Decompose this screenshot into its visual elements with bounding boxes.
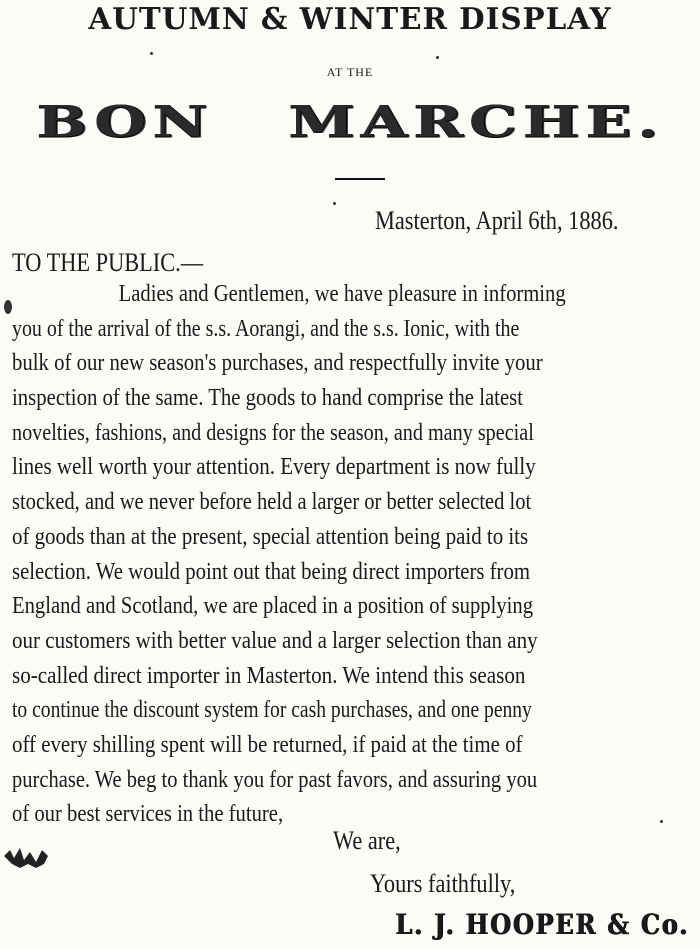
- ink-speck-icon: [333, 202, 336, 205]
- closing-yours-faithfully: Yours faithfully,: [370, 869, 516, 898]
- body-line: novelties, fashions, and designs for the season, and many special: [12, 419, 534, 446]
- letter-body: [12, 277, 698, 832]
- body-line: our customers with better value and a larger selection than any: [12, 627, 538, 654]
- body-line: of our best services in the future,: [12, 801, 284, 828]
- body-line: Ladies and Gentlemen, we have pleasure in informing: [118, 281, 566, 307]
- body-line: England and Scotland, we are placed in a position of supplying: [12, 593, 534, 620]
- ink-speck-icon: [150, 52, 153, 55]
- body-line: inspection of the same. The goods to hand comprise the latest: [12, 385, 524, 412]
- at-the-connector: AT THE: [326, 65, 374, 79]
- body-line: bulk of our new season's purchases, and respectfully invite your: [12, 350, 543, 377]
- signature: L. J. HOOPER & Co.: [395, 908, 689, 941]
- body-line: off every shilling spent will be returned, if paid at the time of: [12, 731, 523, 758]
- body-line: stocked, and we never before held a larger or better selected lot: [12, 489, 532, 516]
- body-line: to continue the discount system for cash purchases, and one penny: [12, 697, 532, 724]
- body-line: purchase. We beg to thank you for past favors, and assuring you: [12, 766, 538, 793]
- ink-speck-icon: [4, 300, 12, 314]
- display-title: AUTUMN & WINTER DISPLAY: [88, 2, 612, 37]
- ink-speck-icon: [436, 56, 439, 59]
- body-line: you of the arrival of the s.s. Aorangi, and the s.s. Ionic, with the: [12, 315, 520, 342]
- dateline: Masterton, April 6th, 1886.: [375, 206, 619, 235]
- salutation: TO THE PUBLIC.—: [12, 248, 204, 277]
- body-line: lines well worth your attention. Every department is now fully: [12, 454, 536, 481]
- body-line: of goods than at the present, special attention being paid to its: [12, 523, 529, 550]
- closing-we-are: We are,: [333, 826, 401, 855]
- body-line: selection. We would point out that being direct importers from: [12, 558, 530, 585]
- body-line: so-called direct importer in Masterton. We intend this season: [12, 662, 526, 689]
- ink-blot-ornament-icon: [2, 842, 52, 872]
- divider-rule: [335, 178, 385, 180]
- ink-speck-icon: [660, 820, 663, 823]
- shop-name: BON MARCHE.: [36, 97, 664, 148]
